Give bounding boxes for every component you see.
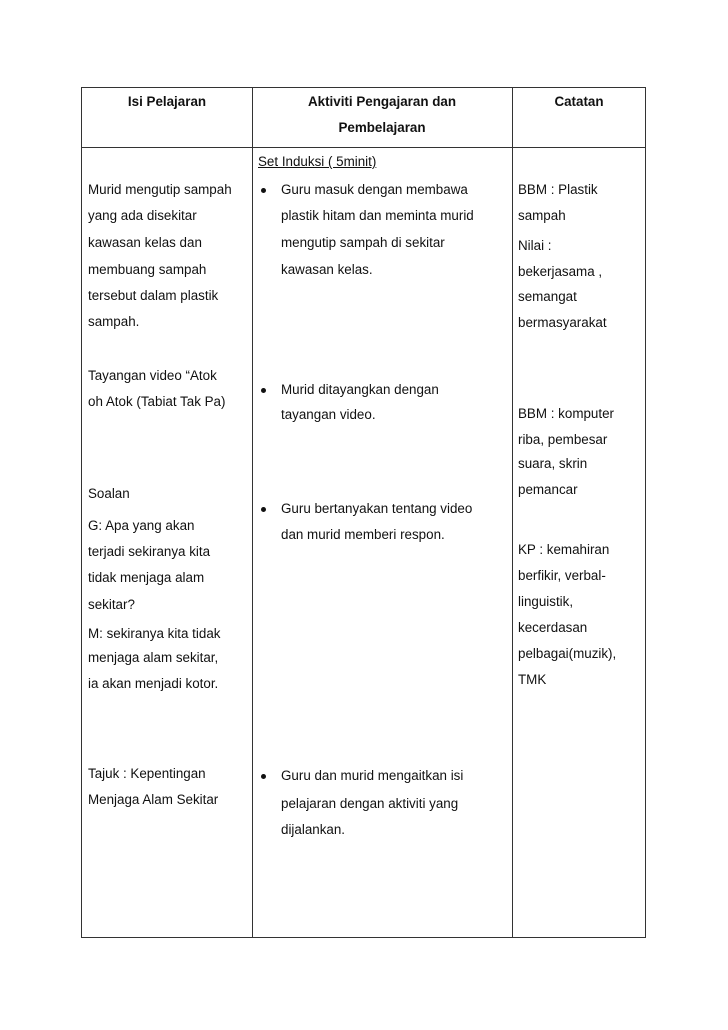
- header-aktiviti-line2: Pembelajaran: [338, 120, 426, 135]
- header-isi-pelajaran: Isi Pelajaran: [127, 94, 207, 109]
- content-line: Menjaga Alam Sekitar: [88, 792, 219, 807]
- note-line: semangat: [518, 289, 577, 304]
- note-line: kecerdasan: [518, 620, 588, 635]
- header-aktiviti-line1: Aktiviti Pengajaran dan: [307, 94, 457, 109]
- note-line: BBM : Plastik: [518, 182, 598, 197]
- note-line: sampah: [518, 208, 566, 223]
- activity-line: Guru masuk dengan membawa: [281, 182, 468, 197]
- note-line: berfikir, verbal-: [518, 568, 606, 583]
- activity-line: Guru dan murid mengaitkan isi: [281, 768, 464, 783]
- bullet-icon: [261, 188, 266, 193]
- note-line: linguistik,: [518, 594, 574, 609]
- note-line: bekerjasama ,: [518, 264, 603, 279]
- content-line: sekitar?: [88, 597, 135, 612]
- content-line: Tajuk : Kepentingan: [88, 766, 206, 781]
- content-line: Soalan: [88, 486, 130, 501]
- column-divider: [512, 88, 513, 937]
- header-catatan: Catatan: [554, 94, 604, 109]
- header-divider: [82, 147, 645, 148]
- content-line: terjadi sekiranya kita: [88, 544, 211, 559]
- activity-line: tayangan video.: [281, 407, 376, 422]
- note-line: suara, skrin: [518, 456, 588, 471]
- activity-line: plastik hitam dan meminta murid: [281, 208, 474, 223]
- activity-line: dijalankan.: [281, 822, 346, 837]
- content-line: yang ada disekitar: [88, 208, 197, 223]
- note-line: bermasyarakat: [518, 315, 607, 330]
- note-line: TMK: [518, 672, 547, 687]
- bullet-icon: [261, 507, 266, 512]
- activity-line: Murid ditayangkan dengan: [281, 382, 439, 397]
- bullet-icon: [261, 774, 266, 779]
- content-line: Tayangan video “Atok: [88, 368, 217, 383]
- content-line: oh Atok (Tabiat Tak Pa): [88, 394, 226, 409]
- activity-line: pelajaran dengan aktiviti yang: [281, 796, 459, 811]
- content-line: M: sekiranya kita tidak: [88, 626, 221, 641]
- content-line: Murid mengutip sampah: [88, 182, 232, 197]
- activity-line: dan murid memberi respon.: [281, 527, 445, 542]
- content-line: G: Apa yang akan: [88, 518, 195, 533]
- content-line: kawasan kelas dan: [88, 235, 202, 250]
- set-induksi-heading: Set Induksi ( 5minit): [258, 154, 377, 169]
- content-line: tersebut dalam plastik: [88, 288, 219, 303]
- note-line: Nilai :: [518, 238, 552, 253]
- column-divider: [252, 88, 253, 937]
- content-line: menjaga alam sekitar,: [88, 650, 219, 665]
- activity-line: Guru bertanyakan tentang video: [281, 501, 473, 516]
- note-line: pelbagai(muzik),: [518, 646, 617, 661]
- content-line: membuang sampah: [88, 262, 207, 277]
- content-line: ia akan menjadi kotor.: [88, 676, 219, 691]
- note-line: riba, pembesar: [518, 432, 608, 447]
- bullet-icon: [261, 388, 266, 393]
- note-line: BBM : komputer: [518, 406, 614, 421]
- note-line: pemancar: [518, 482, 578, 497]
- content-line: sampah.: [88, 314, 140, 329]
- content-line: tidak menjaga alam: [88, 570, 205, 585]
- activity-line: mengutip sampah di sekitar: [281, 235, 445, 250]
- note-line: KP : kemahiran: [518, 542, 610, 557]
- activity-line: kawasan kelas.: [281, 262, 373, 277]
